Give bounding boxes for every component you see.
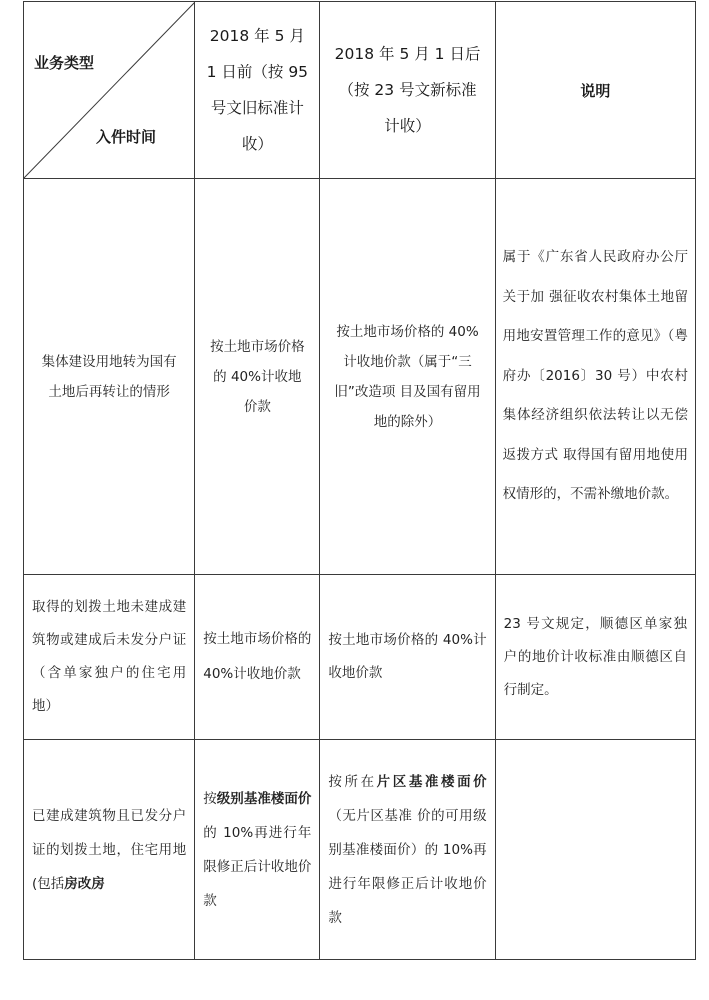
table-row xyxy=(24,575,696,740)
table-header-row xyxy=(24,2,696,179)
row3-old-standard xyxy=(195,740,320,960)
header-note: 说明 xyxy=(495,2,695,179)
row3-business-type xyxy=(24,740,195,960)
row2-new-standard: 按土地市场价格的 40%计收地价款 xyxy=(320,575,495,740)
row3-new-standard xyxy=(320,740,495,960)
row3-old-bold: 级别基准楼面价 xyxy=(216,790,312,807)
row3-note xyxy=(495,740,695,960)
row3-new-bold: 片区基准楼面价 xyxy=(376,773,487,790)
header-new-standard: 2018 年 5 月 1 日后（按 23 号文新标准计收） xyxy=(320,2,495,179)
row3-old-text-a: 按 xyxy=(203,790,217,807)
row3-new-text-a: 按所在 xyxy=(328,773,377,790)
row1-business-type: 集体建设用地转为国有土地后再转让的情形 xyxy=(24,179,195,575)
row3-new-text-c: （无片区基准 价的可用级别基准楼面价）的 10%再进行年限修正后计收地价款 xyxy=(328,807,487,926)
diagonal-header-cell xyxy=(24,2,195,179)
row3-old-text-c: 的 10%再进行年限修正后计收地价款 xyxy=(203,824,312,909)
diagonal-line-icon xyxy=(24,2,195,178)
row1-note: 属于《广东省人民政府办公厅关于加 强征收农村集体土地留用地安置管理工作的意见》（粤府办〔2016〕30 号）中农村集体经济组织依法转让以无偿返拨方式 取得国有留用地使用权情形的，不需补缴地价款。 xyxy=(495,179,695,575)
land-price-table xyxy=(23,1,696,960)
land-price-table-container xyxy=(23,1,696,962)
table-row xyxy=(24,740,696,960)
row2-old-standard: 按土地市场价格的 40%计收地价款 xyxy=(195,575,320,740)
row2-business-type: 取得的划拨土地未建成建筑物或建成后未发分户证 （含单家独户的住宅用地） xyxy=(24,575,195,740)
header-business-type: 业务类型 xyxy=(34,54,95,72)
row3-type-bold: 房改房 xyxy=(64,875,105,892)
row3-type-text: 已建成建筑物且已发分户证的划拨土地，住宅用地(包括 xyxy=(32,807,187,892)
header-old-standard: 2018 年 5 月 1 日前（按 95 号文旧标准计收） xyxy=(195,2,320,179)
row1-new-standard: 按土地市场价格的 40%计收地价款（属于“三旧”改造项 目及国有留用地的除外） xyxy=(320,179,495,575)
header-filing-time: 入件时间 xyxy=(96,128,157,146)
row1-old-standard: 按土地市场价格的 40%计收地价款 xyxy=(195,179,320,575)
table-row xyxy=(24,179,696,575)
row2-note: 23 号文规定，顺德区单家独户的地价计收标准由顺德区自行制定。 xyxy=(495,575,695,740)
